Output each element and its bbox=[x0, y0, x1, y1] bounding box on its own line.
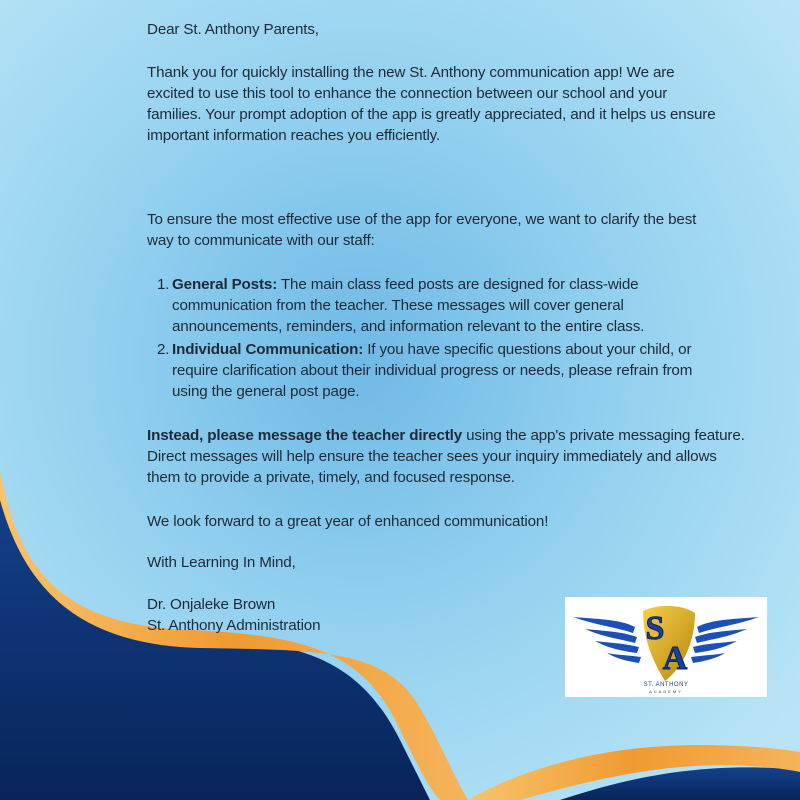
para2-line: way to communicate with our staff: bbox=[147, 232, 375, 249]
para1-line: important information reaches you efficiently. bbox=[147, 127, 441, 144]
list-item-text: If you have specific questions about your child, or bbox=[363, 341, 692, 358]
greeting: Dear St. Anthony Parents, bbox=[147, 21, 319, 38]
list-item-title: Individual Communication: bbox=[172, 341, 364, 358]
list-number: 1. bbox=[157, 276, 170, 293]
svg-text:ACADEMY: ACADEMY bbox=[649, 689, 683, 694]
para3-line: them to provide a private, timely, and focused response. bbox=[147, 469, 515, 486]
list-item-general-posts bbox=[172, 275, 638, 295]
para1-line: Thank you for quickly installing the new St. Anthony communication app! We are bbox=[147, 64, 675, 81]
list-item-individual-communication bbox=[172, 340, 691, 360]
st-anthony-academy-logo bbox=[565, 597, 767, 697]
para1-line: excited to use this tool to enhance the connection between our school and your bbox=[147, 85, 668, 102]
list-item-text: The main class feed posts are designed for class-wide bbox=[277, 276, 639, 293]
para3-line: Direct messages will help ensure the teacher sees your inquiry immediately and allows bbox=[147, 448, 717, 465]
list-item-text: require clarification about their individual progress or needs, please refrain from bbox=[172, 362, 693, 379]
svg-text:ST. ANTHONY: ST. ANTHONY bbox=[643, 682, 689, 688]
right-wing-icon bbox=[691, 617, 759, 663]
para1-line: families. Your prompt adoption of the app is greatly appreciated, and it helps us ensure bbox=[147, 106, 716, 123]
para2-line: To ensure the most effective use of the app for everyone, we want to clarify the best bbox=[147, 211, 697, 228]
left-wing-icon bbox=[573, 617, 641, 663]
list-item-title: General Posts: bbox=[172, 276, 278, 293]
para3-line bbox=[147, 426, 745, 446]
closing: With Learning In Mind, bbox=[147, 554, 296, 571]
list-item-text: using the general post page. bbox=[172, 383, 360, 400]
signer-name: Dr. Onjaleke Brown bbox=[147, 596, 276, 613]
para4: We look forward to a great year of enhanced communication! bbox=[147, 513, 549, 530]
list-number: 2. bbox=[157, 341, 170, 358]
para3-text: using the app's private messaging feature. bbox=[462, 427, 745, 444]
list-item-text: communication from the teacher. These messages will cover general bbox=[172, 297, 624, 314]
svg-text:S: S bbox=[645, 610, 665, 647]
list-item-text: announcements, reminders, and information relevant to the entire class. bbox=[172, 318, 645, 335]
para3-emphasis: Instead, please message the teacher directly bbox=[147, 427, 463, 444]
svg-text:A: A bbox=[662, 640, 688, 677]
signer-title: St. Anthony Administration bbox=[147, 617, 321, 634]
